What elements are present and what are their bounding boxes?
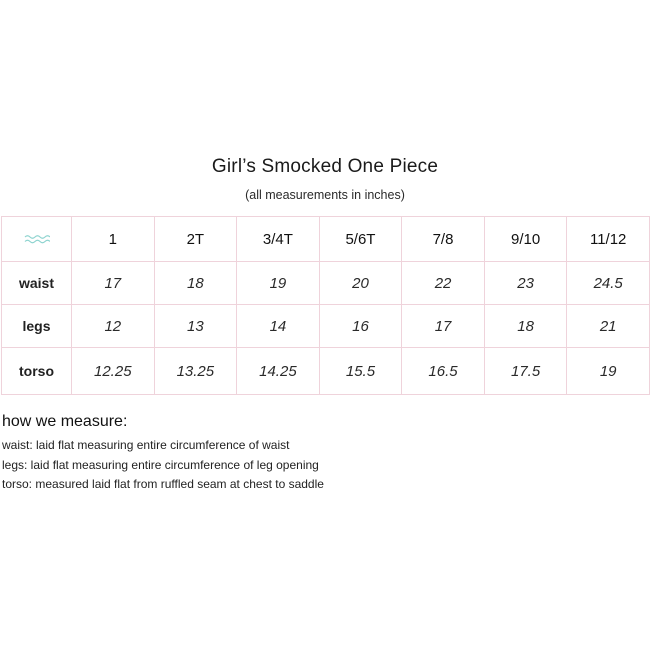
table-cell: 13.25 xyxy=(154,348,237,395)
size-header-cell: 11/12 xyxy=(567,217,650,262)
table-cell: 15.5 xyxy=(319,348,402,395)
table-cell: 17 xyxy=(402,305,485,348)
size-header-cell: 2T xyxy=(154,217,237,262)
table-cell: 24.5 xyxy=(567,262,650,305)
size-header-cell: 7/8 xyxy=(402,217,485,262)
wave-icon-cell xyxy=(2,217,72,262)
table-cell: 14.25 xyxy=(237,348,320,395)
size-header-cell: 5/6T xyxy=(319,217,402,262)
measure-note-waist: waist: laid flat measuring entire circumference of waist xyxy=(2,438,290,452)
table-cell: 18 xyxy=(154,262,237,305)
measure-note-legs: legs: laid flat measuring entire circumference of leg opening xyxy=(2,457,319,472)
table-cell: 12 xyxy=(72,305,155,348)
table-row-waist xyxy=(2,262,650,305)
size-header-cell: 3/4T xyxy=(237,217,320,262)
size-table xyxy=(1,216,650,395)
table-cell: 22 xyxy=(402,262,485,305)
size-header-cell: 1 xyxy=(72,217,155,262)
table-cell: 14 xyxy=(237,305,320,348)
chart-subtitle: (all measurements in inches) xyxy=(245,188,405,202)
how-we-measure-heading: how we measure: xyxy=(2,413,128,430)
row-label: waist xyxy=(2,262,72,305)
table-cell: 17 xyxy=(72,262,155,305)
wave-icon xyxy=(24,234,50,244)
table-cell: 21 xyxy=(567,305,650,348)
table-cell: 16.5 xyxy=(402,348,485,395)
size-header-row xyxy=(2,217,650,262)
row-label: legs xyxy=(2,305,72,348)
table-cell: 16 xyxy=(319,305,402,348)
measure-note-torso: torso: measured laid flat from ruffled seam at chest to saddle xyxy=(2,477,324,491)
table-cell: 12.25 xyxy=(72,348,155,395)
row-label: torso xyxy=(2,348,72,395)
table-row-legs xyxy=(2,305,650,348)
table-cell: 18 xyxy=(484,305,567,348)
table-cell: 19 xyxy=(237,262,320,305)
table-cell: 20 xyxy=(319,262,402,305)
table-cell: 13 xyxy=(154,305,237,348)
size-header-cell: 9/10 xyxy=(484,217,567,262)
table-cell: 17.5 xyxy=(484,348,567,395)
chart-title: Girl’s Smocked One Piece xyxy=(211,156,439,177)
how-we-measure-section xyxy=(2,413,642,495)
table-cell: 23 xyxy=(484,262,567,305)
table-cell: 19 xyxy=(567,348,650,395)
table-row-torso xyxy=(2,348,650,395)
